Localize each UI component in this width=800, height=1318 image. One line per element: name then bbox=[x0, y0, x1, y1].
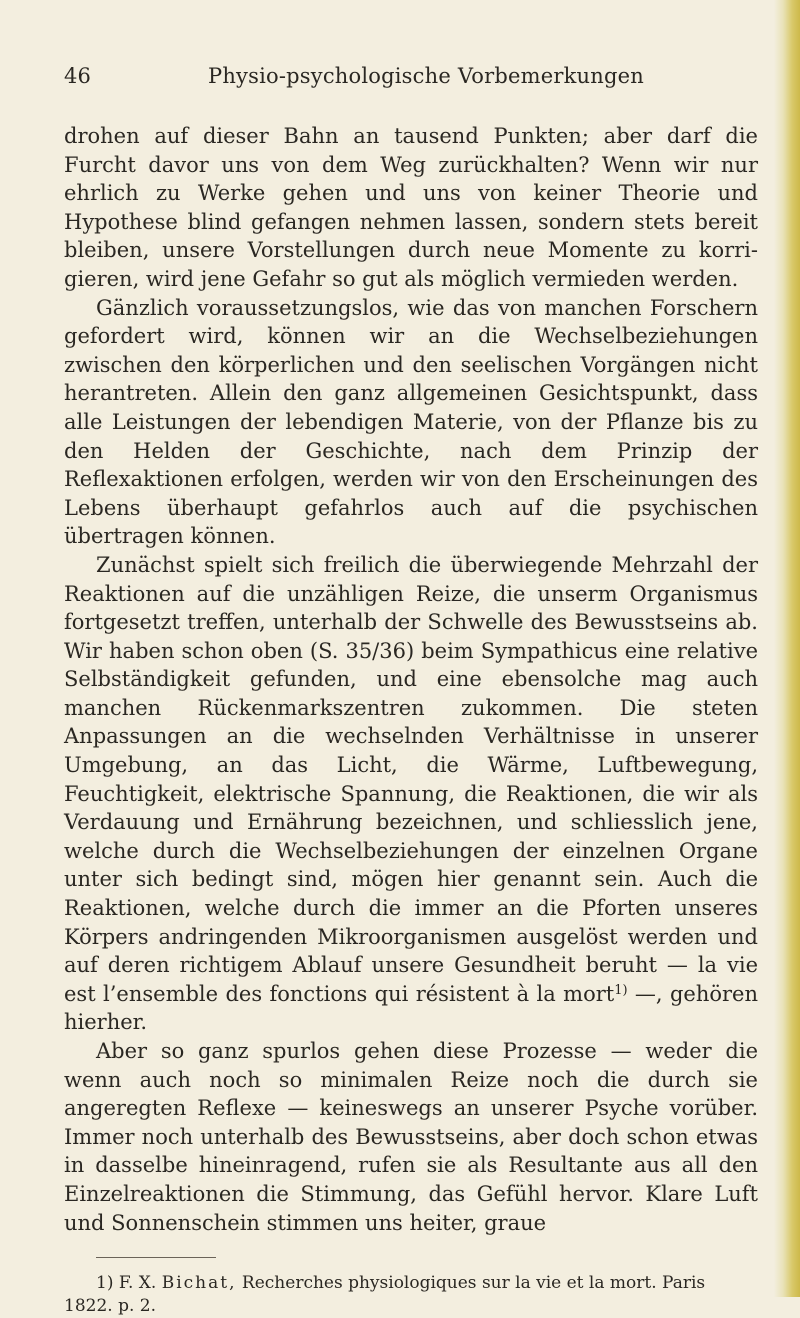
paragraph-1: drohen auf dieser Bahn an tausend Punkten; aber darf die Furcht davor uns von dem Weg zurückhalten? Wenn wir nur ehrlich zu Werke gehen und uns von keiner Theorie und Hypothese blind gefangen nehmen lassen, sondern stets bereit bleiben, unsere Vorstellungen durch neue Momente zu korrigieren, wird jene Gefahr so gut als möglich vermieden werden. bbox=[64, 124, 758, 291]
footnote-author: Bichat, bbox=[161, 1273, 237, 1294]
paragraph-2: Gänzlich voraussetzungslos, wie das von manchen Forschern gefordert wird, können wir an die Wechselbeziehungen zwischen den körperlichen und den seelischen Vorgängen nicht herantreten. Allein den ganz allgemeinen Gesichtspunkt, dass alle Leistungen der lebendigen Materie, von der Pflanze bis zu den Helden der Geschichte, nach dem Prinzip der Reflexaktionen erfolgen, werden wir von den Erscheinungen des Lebens überhaupt gefahrlos auch auf die psychischen übertragen können. bbox=[64, 295, 758, 549]
paragraph-4: Aber so ganz spurlos gehen diese Prozesse — weder die wenn auch noch so minimalen Reize noch die durch sie angeregten Reflexe — keineswegs an unserer Psyche vorüber. Immer noch unterhalb des Bewusstseins, aber doch schon etwas in dasselbe hineinragend, rufen sie als Resultante aus all den Einzelreaktionen die Stimmung, das Gefühl hervor. Klare Luft und Sonnenschein stimmen uns heiter, graue bbox=[64, 1039, 758, 1235]
footnote-marker: 1) F. X. bbox=[96, 1273, 157, 1294]
footnote-reference[interactable]: 1) bbox=[614, 982, 628, 998]
paragraph-3-end: —, gehören hierher. bbox=[64, 981, 758, 1035]
footnote bbox=[64, 1272, 758, 1318]
running-title: Physio-psychologische Vorbemerkungen bbox=[208, 64, 644, 88]
paragraph-3-text: Zunächst spielt sich freilich die überwiegende Mehrzahl der Reaktionen auf die unzähligen Reize, die unserm Organismus fortgesetzt treffen, unterhalb der Schwelle des Bewusstseins ab. Wir haben schon oben (S. 35/36) beim Sympathicus eine relative Selbständigkeit gefunden, und eine ebensolche mag auch manchen Rückenmarkszentren zukommen. Die steten Anpassungen an die wechselnden Verhältnisse in unserer Umgebung, an das Licht, die Wärme, Luftbewegung, Feuchtigkeit, elektrische Spannung, die Reaktionen, die wir als Verdauung und Ernährung bezeichnen, und schliesslich jene, welche durch die Wechselbeziehungen der einzelnen Organe unter sich bedingt sind, mögen hier genannt sein. Auch die Reaktionen, welche durch die immer an die Pforten unseres Körpers andringenden Mikroorganismen ausgelöst werden und auf deren richtigem Ablauf unsere Gesundheit beruht — la vie est l’ensemble des fonctions qui résistent à la mort bbox=[64, 552, 758, 1006]
running-header bbox=[64, 64, 758, 104]
body-text bbox=[64, 122, 758, 1237]
page-edge-shadow bbox=[774, 0, 800, 1297]
footnote-text: Recherches physiologiques sur la vie et la mort. Paris 1822. p. 2. bbox=[64, 1273, 706, 1317]
footnote-rule bbox=[96, 1257, 216, 1258]
paragraph-3 bbox=[64, 551, 758, 1037]
page-number: 46 bbox=[64, 64, 92, 88]
book-page bbox=[64, 64, 758, 1318]
